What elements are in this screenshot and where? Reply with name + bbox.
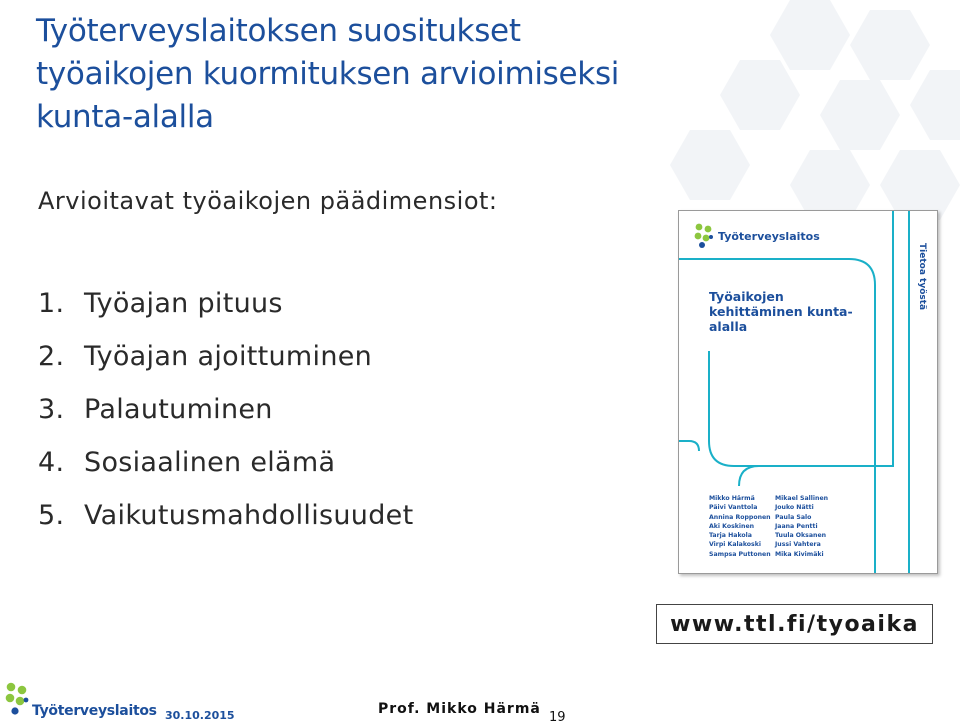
list-item-number: 3.: [38, 394, 65, 425]
cover-authors-left: [709, 494, 771, 559]
footer-author: Prof. Mikko Härmä: [378, 701, 541, 717]
slide-title-line-1: Työterveyslaitoksen suositukset: [36, 13, 521, 49]
dimensions-heading: Arvioitavat työaikojen päädimensiot:: [38, 187, 498, 215]
cover-author: Tuula Oksanen: [775, 532, 827, 540]
cover-author: Mikko Härmä: [709, 495, 755, 502]
cover-author: Paula Salo: [775, 513, 812, 521]
list-item-text: Työajan pituus: [84, 288, 283, 319]
cover-authors-right: [775, 494, 828, 559]
report-cover-image: [678, 210, 938, 574]
list-item: [38, 383, 413, 436]
cover-title-line: kehittäminen kunta-: [709, 304, 853, 319]
cover-author: Sampsa Puttonen: [709, 550, 771, 558]
cover-title-line: Työaikojen: [709, 289, 784, 304]
list-item-text: Työajan ajoittuminen: [84, 341, 373, 372]
slide-title: [36, 10, 736, 139]
cover-logo: [693, 223, 820, 249]
cover-title-line: alalla: [709, 319, 748, 334]
list-item-number: 2.: [38, 341, 65, 372]
list-item-number: 5.: [38, 500, 65, 531]
list-item-number: 4.: [38, 447, 65, 478]
cover-author: Annina Ropponen: [709, 513, 771, 521]
cover-author: Mika Kivimäki: [775, 550, 824, 558]
cover-author: Tarja Hakola: [709, 532, 752, 540]
list-item: [38, 489, 413, 542]
list-item-text: Sosiaalinen elämä: [84, 447, 336, 478]
cover-author: Jaana Pentti: [775, 522, 818, 530]
footer-date: 30.10.2015: [165, 709, 235, 722]
footer-logo-text: Työterveyslaitos: [32, 703, 157, 719]
cover-side-label: Tietoa työstä: [917, 243, 927, 311]
slide-title-line-3: kunta-alalla: [36, 99, 214, 135]
footer-logo: [4, 682, 157, 720]
list-item-text: Palautuminen: [84, 394, 273, 425]
cover-author: Mikael Sallinen: [775, 495, 829, 502]
cover-author: Päivi Vanttola: [709, 504, 758, 512]
list-item: [38, 330, 413, 383]
cover-author: Virpi Kalakoski: [709, 541, 761, 549]
list-item-number: 1.: [38, 288, 65, 319]
page-number: 19: [549, 710, 566, 725]
list-item: [38, 436, 413, 489]
cover-logo-text: Työterveyslaitos: [718, 229, 820, 243]
dimensions-list: [38, 277, 413, 542]
cover-author: Jussi Vahtera: [775, 541, 821, 549]
ttl-logo-icon: [693, 223, 715, 249]
cover-title: [709, 289, 869, 334]
list-item-text: Vaikutusmahdollisuudet: [84, 500, 414, 531]
slide-title-line-2: työaikojen kuormituksen arvioimiseksi: [36, 56, 620, 92]
cover-author: Jouko Nätti: [775, 504, 814, 512]
cover-author: Aki Koskinen: [709, 522, 755, 530]
list-item: [38, 277, 413, 330]
ttl-logo-icon: [4, 682, 30, 720]
website-url-box[interactable]: www.ttl.fi/tyoaika: [656, 604, 933, 644]
